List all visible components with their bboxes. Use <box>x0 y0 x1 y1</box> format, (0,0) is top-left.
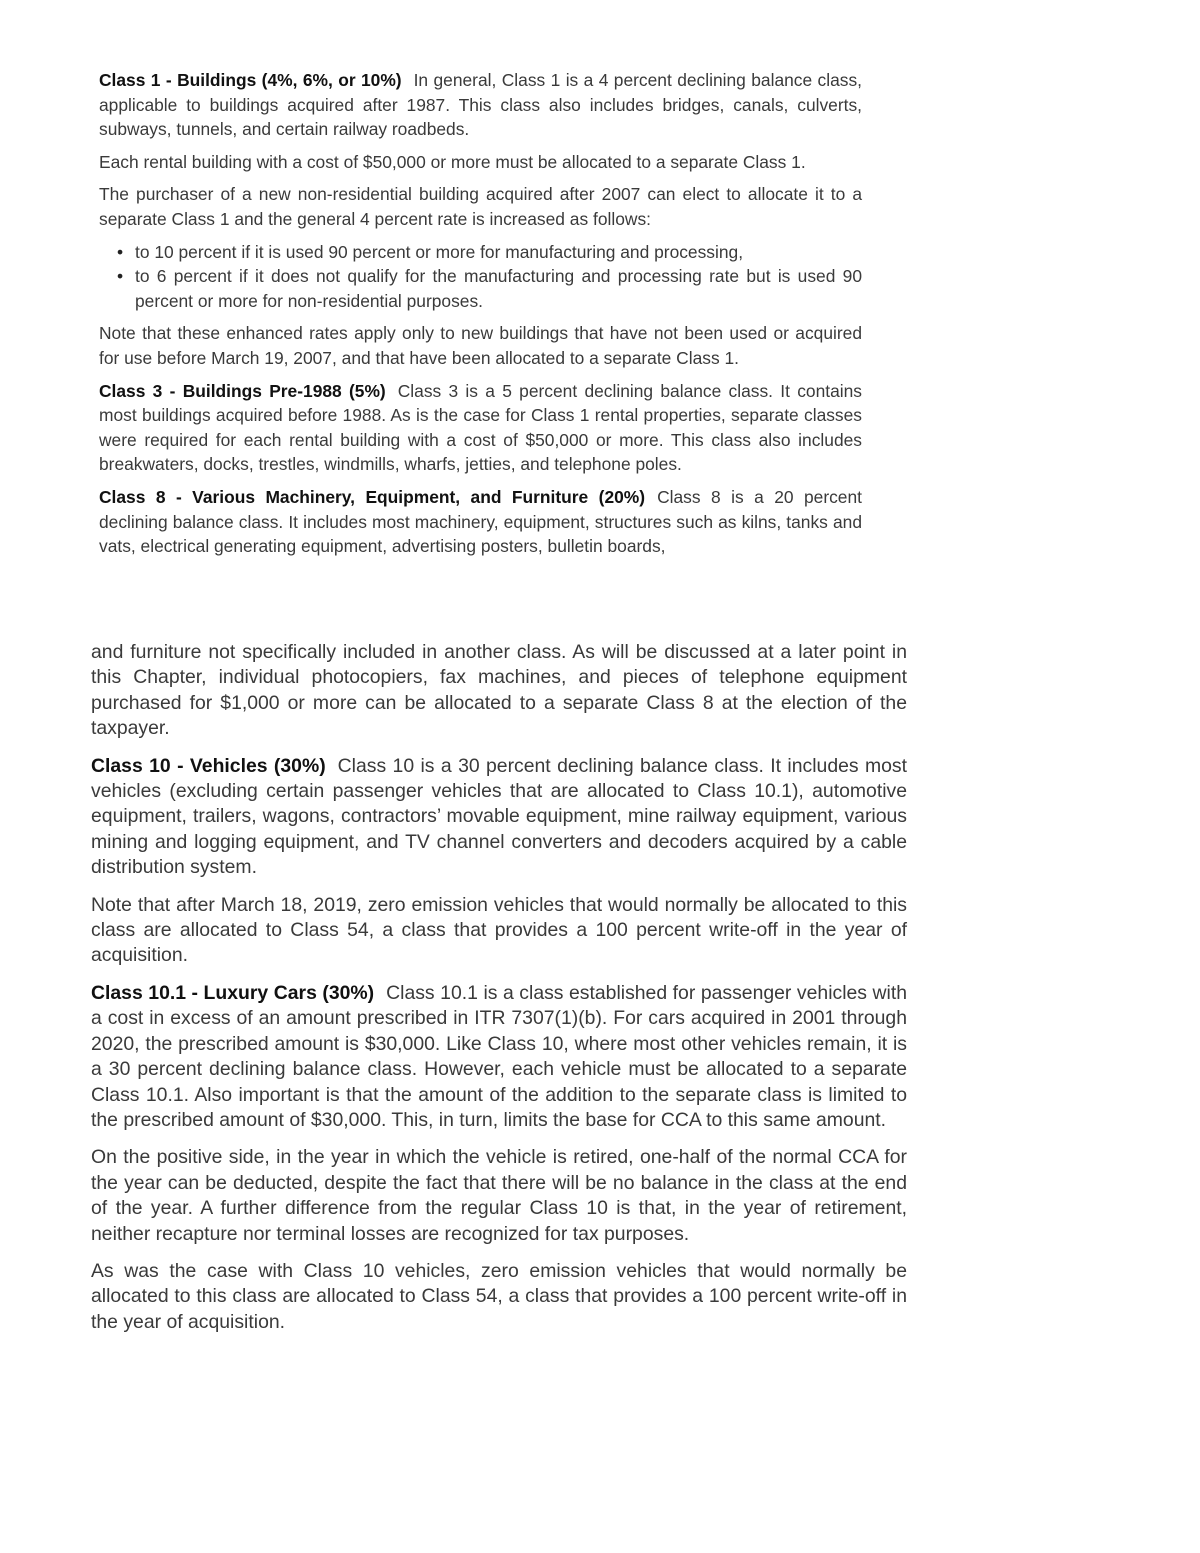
lower-page-section <box>91 640 907 1347</box>
enhanced-rates-note: Note that these enhanced rates apply only to new buildings that have not been used or acquired for use before March 19, 2007, and that have been allocated to a separate Class 1. <box>99 323 862 368</box>
retirement-paragraph: On the positive side, in the year in which the vehicle is retired, one-half of the normal CCA for the year can be deducted, despite the fact that there will be no balance in the class at the end of the year. A further difference from the regular Class 10 is that, in the year of retirement, neither recapture nor terminal losses are recognized for tax purposes. <box>91 1146 907 1245</box>
class-3-heading: Class 3 - Buildings Pre-1988 (5%) <box>99 380 386 401</box>
bullet-icon: • <box>117 241 124 262</box>
class-8-heading: Class 8 - Various Machinery, Equipment, and Furniture (20%) <box>99 486 646 507</box>
bullet-item <box>99 240 862 265</box>
bullet-text: to 10 percent if it is used 90 percent or more for manufacturing and processing, <box>135 241 744 262</box>
non-residential-paragraph: The purchaser of a new non-residential building acquired after 2007 can elect to allocate it to a separate Class 1 and the general 4 percent rate is increased as follows: <box>99 184 862 229</box>
class-10-paragraph <box>91 754 907 881</box>
rate-bullet-list <box>99 240 862 314</box>
class-1-paragraph <box>99 68 862 142</box>
class-1-heading: Class 1 - Buildings (4%, 6%, or 10%) <box>99 70 402 90</box>
class-10-text: Class 10 is a 30 percent declining balance class. It includes most vehicles (excluding certain passenger vehicles that are allocated to Class 10.1), automotive equipment, trailers, wagons, contractors’ movable equipment, mine railway equipment, various mining and logging equipment, and TV channel converters and decoders acquired by a cable distribution system. <box>91 754 907 879</box>
class-10-1-paragraph <box>91 981 907 1133</box>
class-10-1-heading: Class 10.1 - Luxury Cars (30%) <box>91 981 375 1004</box>
class-3-paragraph <box>99 379 862 477</box>
upper-page-section <box>99 68 862 567</box>
bullet-item <box>99 264 862 313</box>
class-1-text: In general, Class 1 is a 4 percent declining balance class, applicable to buildings acquired after 1987. This class also includes bridges, canals, culverts, subways, tunnels, and certain railway roadbeds. <box>99 70 863 140</box>
class-10-1-text: Class 10.1 is a class established for passenger vehicles with a cost in excess of an amount prescribed in ITR 7307(1)(b). For cars acquired in 2001 through 2020, the prescribed amount is $30,000. Like Class 10, where most other vehicles remain, it is a 30 percent declining balance class. However, each vehicle must be allocated to a separate Class 10.1. Also important is that the amount of the addition to the separate class is limited to the prescribed amount of $30,000. This, in turn, limits the base for CCA to this same amount. <box>91 981 908 1131</box>
zero-emission-class-10-1-paragraph: As was the case with Class 10 vehicles, zero emission vehicles that would normally be allocated to this class are allocated to Class 54, a class that provides a 100 percent write-off in the year of acquisition. <box>91 1259 907 1333</box>
class-3-text: Class 3 is a 5 percent declining balance class. It contains most buildings acquired before 1988. As is the case for Class 1 rental properties, separate classes were required for each rental building with a cost of $50,000 or more. This class also includes breakwaters, docks, trestles, windmills, wharfs, jetties, and telephone poles. <box>99 380 863 475</box>
class-8-continuation: and furniture not specifically included in another class. As will be discussed at a later point in this Chapter, individual photocopiers, fax machines, and pieces of telephone equipment purchased for $1,000 or more can be allocated to a separate Class 8 at the election of the taxpayer. <box>91 641 907 740</box>
class-8-paragraph <box>99 485 862 559</box>
class-10-heading: Class 10 - Vehicles (30%) <box>91 754 326 777</box>
rental-building-paragraph: Each rental building with a cost of $50,000 or more must be allocated to a separate Class 1. <box>99 151 806 172</box>
bullet-icon: • <box>117 266 124 287</box>
bullet-text: to 6 percent if it does not qualify for the manufacturing and processing rate but is used 90 percent or more for non-residential purposes. <box>135 266 862 311</box>
class-8-text: Class 8 is a 20 percent declining balance class. It includes most machinery, equipment, structures such as kilns, tanks and vats, electrical generating equipment, advertising posters, bulletin boards, <box>99 486 862 557</box>
zero-emission-note: Note that after March 18, 2019, zero emission vehicles that would normally be allocated to this class are allocated to Class 54, a class that provides a 100 percent write-off in the year of acquisition. <box>91 893 907 967</box>
